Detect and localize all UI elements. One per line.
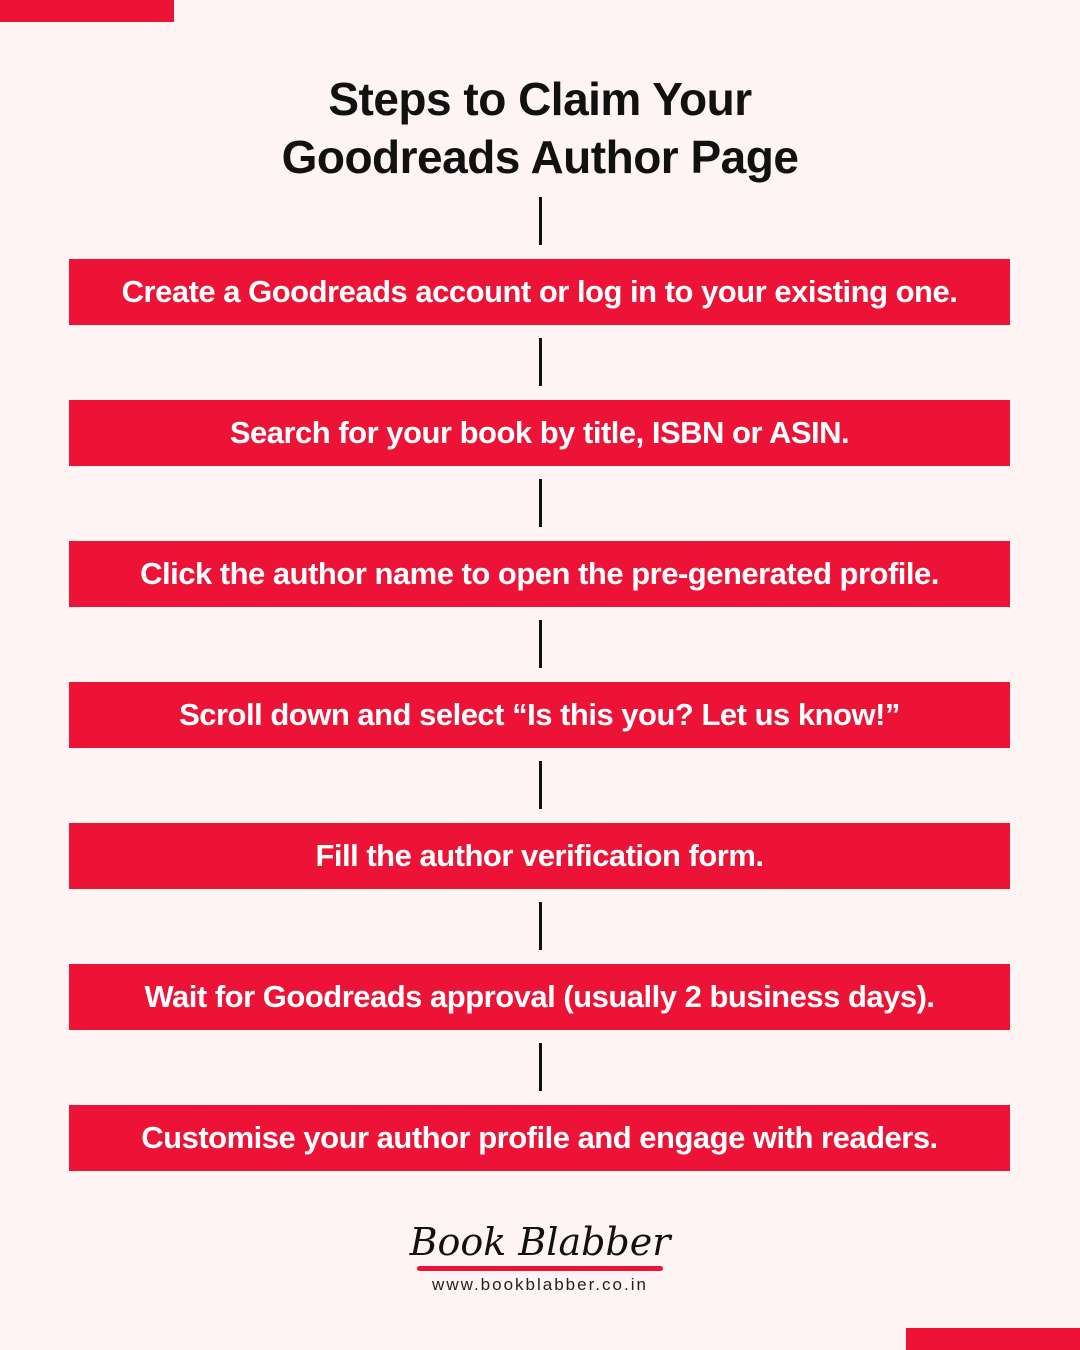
step-2: Search for your book by title, ISBN or ASIN. [69,400,1010,466]
step-6: Wait for Goodreads approval (usually 2 business days). [69,964,1010,1030]
corner-accent-bottom [906,1328,1080,1350]
step-7: Customise your author profile and engage with readers. [69,1105,1010,1171]
connector-line [539,1043,542,1091]
title-line-1: Steps to Claim Your [328,73,752,125]
step-5: Fill the author verification form. [69,823,1010,889]
connector-line [539,902,542,950]
title-line-2: Goodreads Author Page [281,131,799,183]
connector-line [539,761,542,809]
brand-name: Book Blabber [409,1220,671,1264]
step-4: Scroll down and select “Is this you? Let us know!” [69,682,1010,748]
brand-url: www.bookblabber.co.in [432,1275,648,1294]
connector-line [539,197,542,245]
connector-line [539,338,542,386]
connector-line [539,620,542,668]
step-1: Create a Goodreads account or log in to your existing one. [69,259,1010,325]
brand-logo [400,1218,680,1295]
step-3: Click the author name to open the pre-generated profile. [69,541,1010,607]
brand-underline [417,1266,663,1271]
corner-accent-top [0,0,174,22]
page-title [0,70,1080,186]
connector-line [539,479,542,527]
